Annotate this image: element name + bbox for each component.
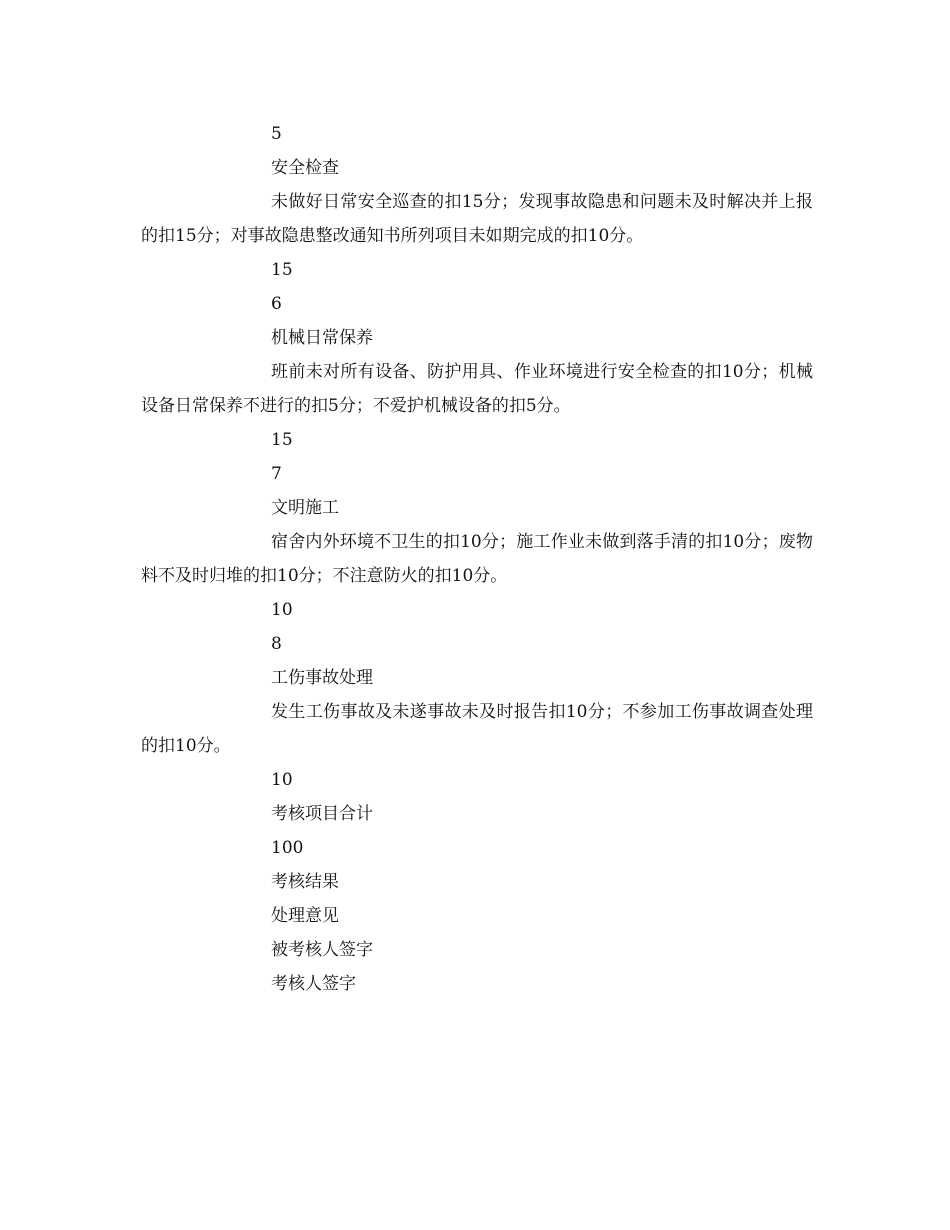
item-score: 10 <box>271 600 293 620</box>
result-label: 考核结果 <box>271 872 339 892</box>
item-name: 工伤事故处理 <box>271 668 373 688</box>
item-score: 15 <box>271 430 293 450</box>
item-name: 安全检查 <box>271 158 339 178</box>
item-name: 机械日常保养 <box>271 328 373 348</box>
assessee-signature-label: 被考核人签字 <box>271 940 373 960</box>
assessor-signature-label: 考核人签字 <box>271 974 356 994</box>
item-criteria: 宿舍内外环境不卫生的扣10分；施工作业未做到落手清的扣10分；废物料不及时归堆的扣10分；不注意防火的扣10分。 <box>141 532 813 586</box>
item-score: 15 <box>271 260 293 280</box>
item-name: 文明施工 <box>271 498 339 518</box>
item-number: 7 <box>271 464 282 484</box>
item-number: 8 <box>271 634 282 654</box>
document-body <box>141 117 813 1001</box>
total-label: 考核项目合计 <box>271 804 373 824</box>
opinion-label: 处理意见 <box>271 906 339 926</box>
item-criteria: 发生工伤事故及未遂事故未及时报告扣10分；不参加工伤事故调查处理的扣10分。 <box>141 702 813 756</box>
item-score: 10 <box>271 770 293 790</box>
item-number: 5 <box>271 124 282 144</box>
item-criteria: 班前未对所有设备、防护用具、作业环境进行安全检查的扣10分；机械设备日常保养不进行的扣5分；不爱护机械设备的扣5分。 <box>141 362 813 416</box>
total-value: 100 <box>271 838 304 858</box>
item-criteria: 未做好日常安全巡查的扣15分；发现事故隐患和问题未及时解决并上报的扣15分；对事故隐患整改通知书所列项目未如期完成的扣10分。 <box>141 192 813 246</box>
item-number: 6 <box>271 294 282 314</box>
